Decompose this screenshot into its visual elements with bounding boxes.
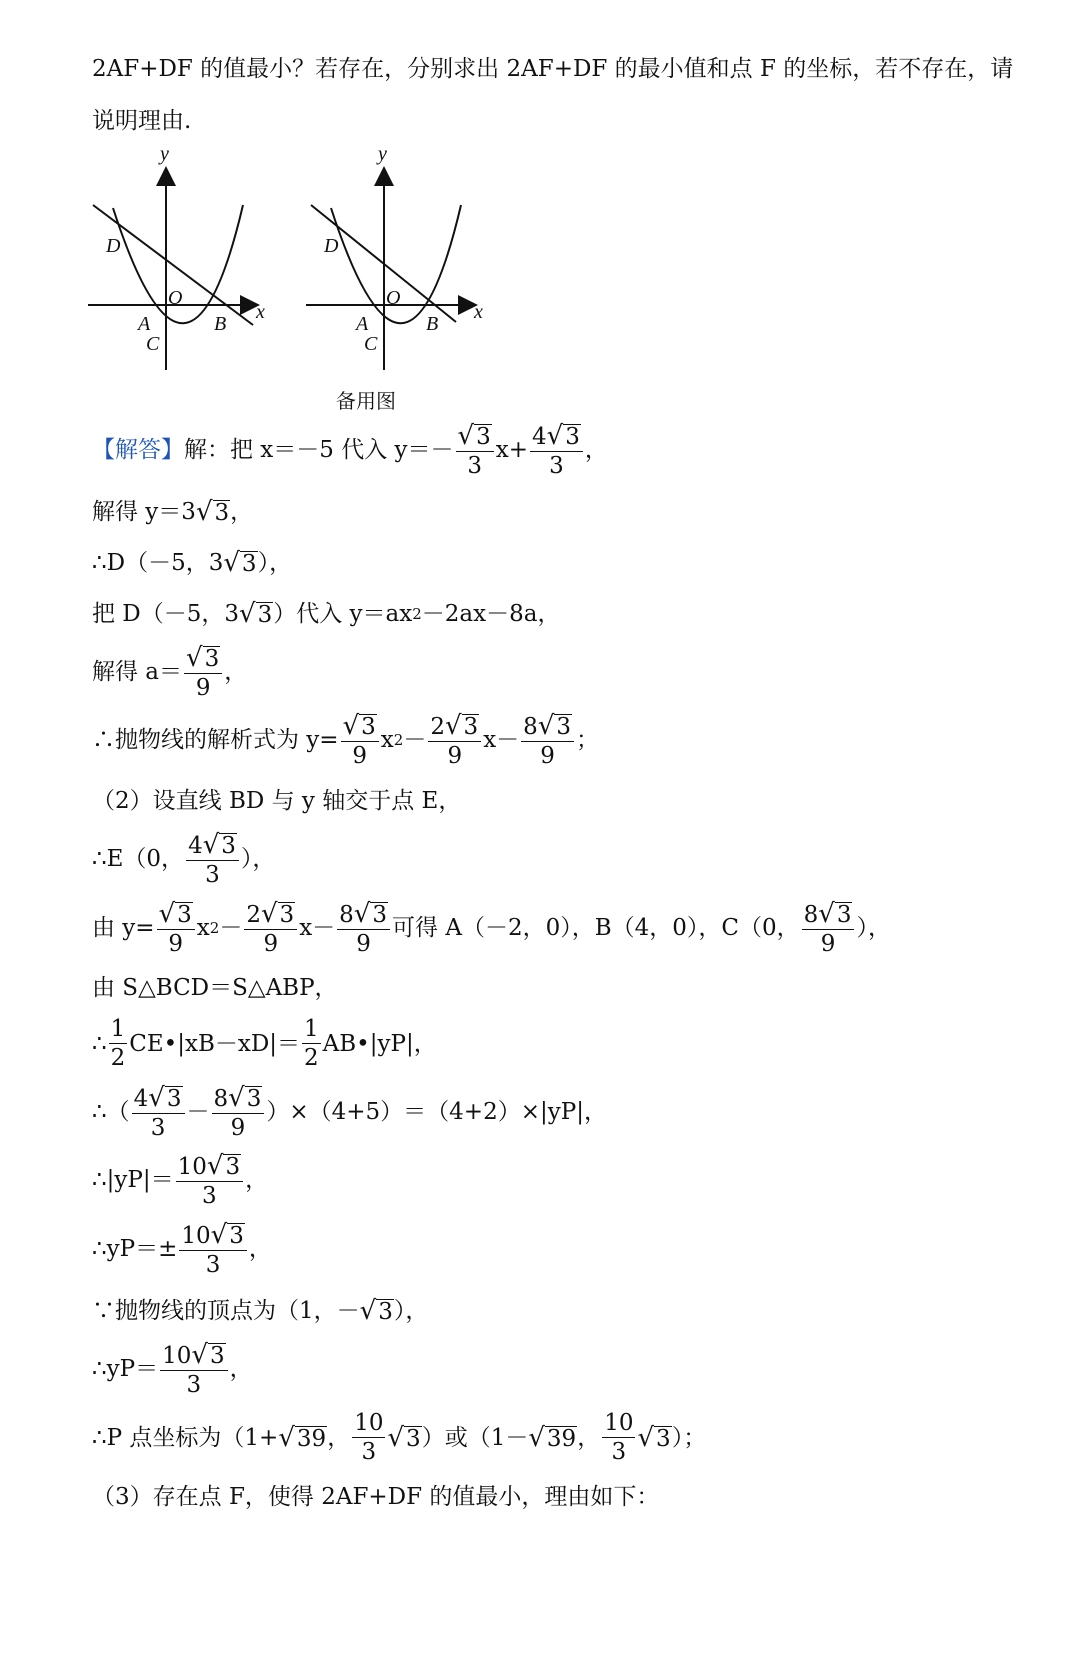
- solution-text: 解：把 x＝－5 代入 y＝－: [184, 436, 454, 463]
- fraction: 2 √ 3 9: [244, 901, 297, 956]
- solution-line-17: ∴P 点坐标为（1+ √ 39 ， $\frac{10}{3}$ √ 3 ）或（1－ √ 39 ， $\frac{10}{3}$ √ 3 ）；: [92, 1410, 707, 1465]
- solution-text: x+: [495, 436, 528, 463]
- point-d-label: D: [106, 235, 121, 257]
- solution-line-5: 解得 a＝ √ 3 9 ，: [92, 642, 248, 701]
- fraction: 4 √ 3 3: [132, 1085, 185, 1140]
- solution-line-9: 由 y= √ 3 9 x 2 － 2 √ 3 9 x－ 8 √ 3 9 可得 A（－2，0），B（4，0），C（0， 8 √ 3 9 ），: [92, 898, 891, 957]
- answer-tag: 【解答】: [92, 436, 184, 463]
- point-a-label: A: [138, 313, 151, 335]
- fraction: √ 3 9: [184, 645, 222, 700]
- axis-label-x: x: [474, 301, 483, 323]
- solution-line-7: （2）设直线 BD 与 y 轴交于点 E，: [92, 787, 462, 814]
- solution-line-1: 【解答】 解：把 x＝－5 代入 y＝－ √ 3 3 x+ 4 √ 3 3 ，: [92, 420, 608, 479]
- figure-main: [88, 170, 256, 370]
- axis-label-y: y: [378, 143, 387, 165]
- axis-label-x: x: [256, 301, 265, 323]
- fraction: 8 √ 3 9: [212, 1085, 265, 1140]
- solution-line-8: ∴E（0， 4 √ 3 3 ），: [92, 829, 276, 888]
- fraction: 10 √ 3 3: [176, 1153, 244, 1208]
- solution-line-11: ∴ $\frac{1}{2}$ CE•|xB－xD|＝ $\frac{1}{2}$ AB•|yP|，: [92, 1016, 437, 1071]
- solution-line-16: ∴yP＝ 10 √ 3 3 ，: [92, 1339, 253, 1398]
- fraction: 4 √ 3 3: [186, 832, 239, 887]
- solution-line-15: ∵抛物线的顶点为（1，－ √ 3 ），: [92, 1296, 429, 1326]
- fraction: 10 √ 3 3: [160, 1342, 228, 1397]
- solution-line-10: 由 S△BCD＝S△ABP，: [92, 974, 338, 1001]
- fraction: $\frac{1}{2}$: [110, 1016, 126, 1071]
- problem-line-1: [92, 58, 1013, 81]
- parabola-figures: [88, 140, 488, 385]
- solution-line-13: ∴|yP|＝ 10 √ 3 3 ，: [92, 1150, 269, 1209]
- solution-line-6: ∴抛物线的解析式为 y= √ 3 9 x 2 － 2 √ 3 9 x－ 8 √ 3 9 ；: [92, 710, 600, 769]
- fraction: 8 √ 3 9: [802, 901, 855, 956]
- solution-line-3: ∴D（－5，3 √ 3 ），: [92, 548, 293, 578]
- point-b-label: B: [426, 313, 439, 335]
- point-c-label: C: [364, 333, 378, 355]
- point-c-label: C: [146, 333, 160, 355]
- problem-text: 说明理由.: [92, 108, 192, 134]
- fraction: $\frac{10}{3}$: [354, 1410, 384, 1465]
- fraction: 8 √ 3 9: [521, 713, 574, 768]
- problem-line-2: [92, 110, 191, 133]
- fraction: √ 3 9: [157, 901, 195, 956]
- solution-line-18: （3）存在点 F，使得 2AF+DF 的值最小，理由如下：: [92, 1483, 660, 1510]
- origin-label: O: [386, 287, 401, 309]
- figure-caption: 备用图: [336, 389, 396, 413]
- problem-text: 2AF+DF 的值最小？若存在，分别求出 2AF+DF 的最小值和点 F 的坐标，若不存在，请: [92, 56, 1014, 82]
- fraction: 2 √ 3 9: [428, 713, 481, 768]
- solution-line-2: 解得 y＝3 √ 3 ，: [92, 497, 254, 527]
- solution-line-12: ∴（ 4 √ 3 3 － 8 √ 3 9 ）×（4+5）＝（4+2）×|yP|，: [92, 1082, 607, 1141]
- fraction: √ 3 9: [341, 713, 379, 768]
- point-d-label: D: [324, 235, 339, 257]
- origin-label: O: [168, 287, 183, 309]
- point-b-label: B: [214, 313, 227, 335]
- solution-line-14: ∴yP＝± 10 √ 3 3 ，: [92, 1219, 272, 1278]
- fraction: $\frac{10}{3}$: [604, 1410, 634, 1465]
- fraction: 10 √ 3 3: [179, 1222, 247, 1277]
- fraction: 4 √ 3 3: [530, 423, 583, 478]
- point-a-label: A: [356, 313, 369, 335]
- figure-backup: [306, 143, 483, 370]
- solution-line-4: 把 D（－5，3 √ 3 ）代入 y＝ax 2 －2ax－8a，: [92, 599, 561, 629]
- fraction: √ 3 3: [456, 423, 494, 478]
- fraction: $\frac{1}{2}$: [304, 1016, 319, 1071]
- fraction: 8 √ 3 9: [337, 901, 390, 956]
- axis-label-y: y: [160, 143, 169, 165]
